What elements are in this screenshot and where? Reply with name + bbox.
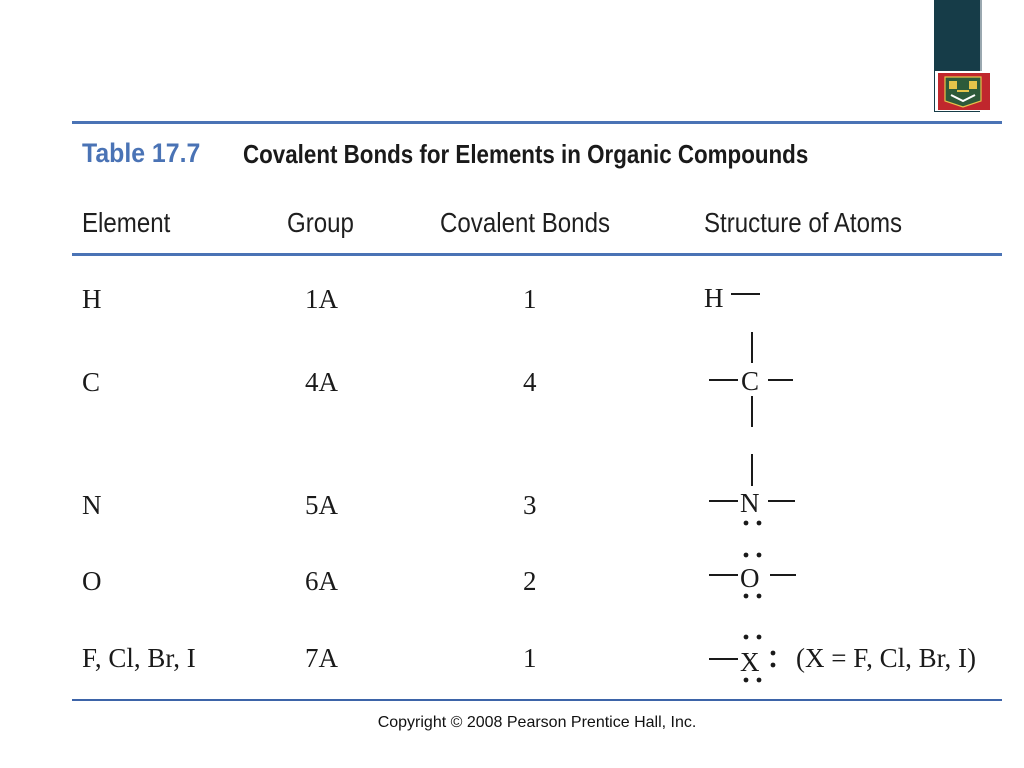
cell-group: 4A — [305, 367, 338, 397]
cell-bonds: 1 — [523, 284, 537, 314]
atom-symbol: H — [704, 283, 724, 313]
cell-element: H — [82, 284, 102, 314]
table-title: Covalent Bonds for Elements in Organic Compounds — [243, 139, 809, 169]
atom-symbol: O — [740, 563, 760, 593]
lone-pair-dot — [771, 663, 776, 668]
lone-pair-dot — [744, 553, 749, 558]
atom-symbol: C — [741, 366, 760, 396]
lone-pair-dot — [757, 553, 762, 558]
cell-element: F, Cl, Br, I — [82, 643, 196, 673]
lone-pair-dot — [744, 594, 749, 599]
table-bottom-rule — [72, 699, 1002, 701]
lone-pair-dot — [757, 678, 762, 683]
structure-x — [700, 628, 780, 688]
structure-o — [700, 545, 810, 605]
atom-symbol: X — [740, 647, 760, 677]
structure-c — [700, 330, 810, 430]
halogen-note: (X = F, Cl, Br, I) — [796, 643, 976, 673]
table-top-rule — [72, 121, 1002, 124]
header-element: Element — [82, 207, 171, 238]
crest-logo-icon — [935, 71, 995, 111]
cell-bonds: 3 — [523, 490, 537, 520]
header-structure: Structure of Atoms — [704, 207, 903, 238]
atom-symbol: N — [740, 488, 760, 518]
cell-bonds: 1 — [523, 643, 537, 673]
lone-pair-dot — [744, 635, 749, 640]
lone-pair-dot — [771, 651, 776, 656]
structure-n — [700, 452, 810, 532]
header-covalent-bonds: Covalent Bonds — [440, 207, 611, 238]
copyright-notice: Copyright © 2008 Pearson Prentice Hall, Inc. — [377, 714, 697, 731]
table-header-rule — [72, 253, 1002, 256]
cell-element: O — [82, 566, 102, 596]
cell-element: N — [82, 490, 102, 520]
lone-pair-dot — [757, 521, 762, 526]
cell-group: 6A — [305, 566, 338, 596]
corner-decoration-line — [980, 0, 982, 80]
cell-group: 7A — [305, 643, 338, 673]
cell-element: C — [82, 367, 101, 397]
cell-group: 1A — [305, 284, 338, 314]
lone-pair-dot — [744, 678, 749, 683]
cell-group: 5A — [305, 490, 338, 520]
structure-h — [700, 278, 780, 318]
cell-bonds: 2 — [523, 566, 537, 596]
lone-pair-dot — [744, 521, 749, 526]
lone-pair-dot — [757, 635, 762, 640]
lone-pair-dot — [757, 594, 762, 599]
cell-bonds: 4 — [523, 367, 537, 397]
header-group: Group — [287, 207, 354, 238]
table-number: Table 17.7 — [82, 138, 201, 168]
